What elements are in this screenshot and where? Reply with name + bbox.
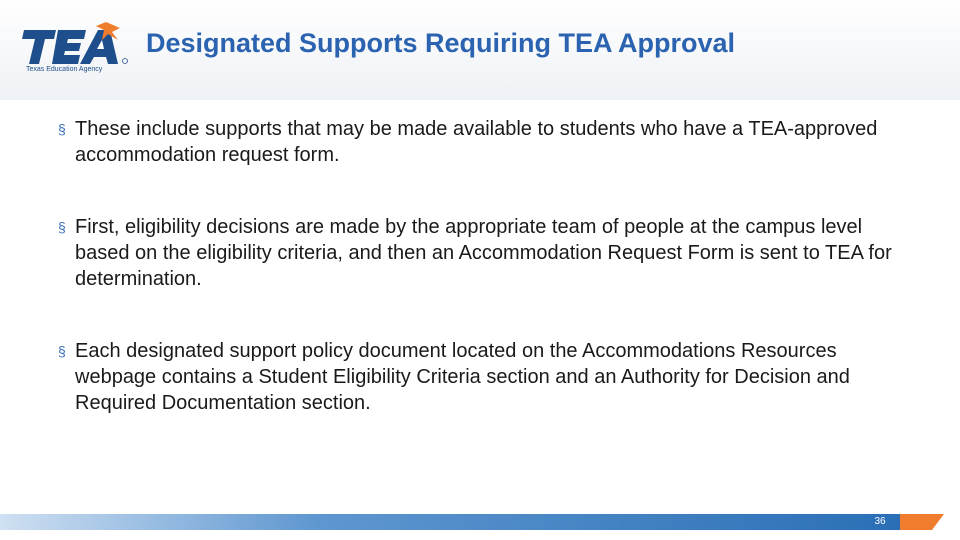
logo-tagline: Texas Education Agency [26, 66, 103, 73]
header [0, 0, 960, 100]
bullet-item [58, 116, 918, 168]
bullet-marker-icon: § [58, 219, 66, 235]
bullet-text: Each designated support policy document located on the Accommodations Resources webpage contains a Student Eligibility Criteria section and an Authority for Decision and Required Documentation section. [75, 340, 850, 414]
footer-bar [0, 514, 960, 530]
slide-title: Designated Supports Requiring TEA Approval [146, 28, 736, 58]
bullet-marker-icon: § [58, 121, 66, 137]
tea-logo-mark [22, 20, 132, 66]
bullet-text: These include supports that may be made available to students who have a TEA-approved accommodation request form. [75, 118, 878, 166]
bullet-marker-icon: § [58, 343, 66, 359]
page-number: 36 [874, 516, 886, 527]
tea-logo [22, 20, 132, 78]
bullet-item [58, 214, 918, 292]
bullet-text: First, eligibility decisions are made by the appropriate team of people at the campus level based on the eligibility criteria, and then an Accommodation Request Form is sent to TEA for determination. [75, 216, 892, 290]
bullet-list [58, 116, 918, 416]
bullet-item [58, 338, 918, 416]
